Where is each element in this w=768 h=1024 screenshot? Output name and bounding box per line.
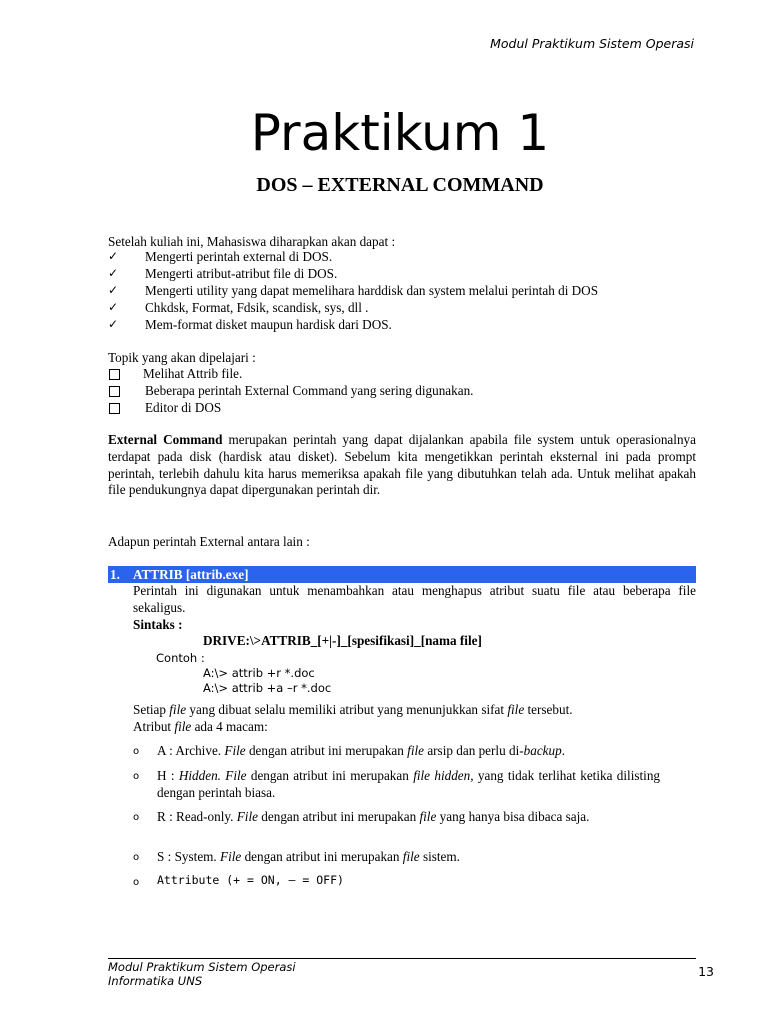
circle-bullet-icon: o	[133, 852, 140, 863]
footer-divider	[108, 958, 696, 959]
objective-item: Chkdsk, Format, Fdsik, scandisk, sys, dll .	[145, 300, 369, 315]
check-icon: ✓	[108, 249, 119, 263]
external-command-paragraph	[108, 432, 696, 499]
topic-item: Melihat Attrib file.	[143, 366, 243, 381]
section-heading-attrib	[108, 566, 696, 583]
check-icon: ✓	[108, 300, 119, 314]
running-header: Modul Praktikum Sistem Operasi	[490, 36, 694, 51]
syntax-line: DRIVE:\>ATTRIB_[+|-]_[spesifikasi]_[nama file]	[203, 633, 482, 648]
checkbox-icon	[109, 369, 120, 380]
objectives-intro: Setelah kuliah ini, Mahasiswa diharapkan akan dapat :	[108, 234, 396, 249]
attribute-intro-line2: Atribut file ada 4 macam:	[133, 719, 268, 734]
page-title: Praktikum 1	[250, 104, 550, 162]
footer-module-title: Modul Praktikum Sistem Operasi	[108, 960, 296, 974]
check-icon: ✓	[108, 266, 119, 280]
section-heading-text: ATTRIB [attrib.exe]	[133, 567, 249, 582]
footer-institution: Informatika UNS	[108, 974, 203, 988]
objective-item: Mengerti utility yang dapat memelihara harddisk dan system melalui perintah di DOS	[145, 283, 599, 298]
checkbox-icon	[109, 386, 120, 397]
syntax-label: Sintaks :	[133, 617, 183, 632]
page-subtitle: DOS – EXTERNAL COMMAND	[256, 174, 544, 196]
circle-bullet-icon: o	[133, 771, 140, 782]
attribute-item-hidden: H : Hidden. File dengan atribut ini merupakan file hidden, yang tidak terlihat ketika dilisting dengan perintah biasa.	[157, 768, 661, 800]
objective-item: Mengerti perintah external di DOS.	[145, 249, 333, 264]
topic-item: Beberapa perintah External Command yang sering digunakan.	[145, 383, 474, 398]
check-icon: ✓	[108, 317, 119, 331]
checkbox-icon	[109, 403, 120, 414]
external-command-term: External Command	[108, 432, 223, 447]
objective-item: Mengerti atribut-atribut file di DOS.	[145, 266, 338, 281]
check-icon: ✓	[108, 283, 119, 297]
circle-bullet-icon: o	[133, 877, 140, 888]
attribute-item-system: S : System. File dengan atribut ini merupakan file sistem.	[157, 849, 460, 864]
attrib-description: Perintah ini digunakan untuk menambahkan atau menghapus atribut suatu file atau beberapa file sekaligus.	[133, 583, 696, 615]
topic-item: Editor di DOS	[145, 400, 222, 415]
attribute-item-archive: A : Archive. File dengan atribut ini merupakan file arsip dan perlu di-backup.	[157, 743, 566, 758]
objective-item: Mem-format disket maupun hardisk dari DOS.	[145, 317, 392, 332]
example-line: A:\> attrib +a –r *.doc	[203, 681, 332, 695]
attribute-intro-line1: Setiap file yang dibuat selalu memiliki atribut yang menunjukkan sifat file tersebut.	[133, 702, 573, 717]
example-label: Contoh :	[156, 651, 205, 665]
example-line: A:\> attrib +r *.doc	[203, 666, 315, 680]
topics-intro: Topik yang akan dipelajari :	[108, 350, 256, 365]
attribute-item-readonly: R : Read-only. File dengan atribut ini merupakan file yang hanya bisa dibaca saja.	[157, 809, 590, 824]
external-list-intro: Adapun perintah External antara lain :	[108, 534, 310, 549]
external-command-body: merupakan perintah yang dapat dijalankan apabila file system untuk operasionalnya terdapat pada disk (hardisk atau disket). Sebelum kita mengetikkan perintah eksternal ini pada prompt perintah, terlebih dahulu kita harus memeriksa apakah file yang dibutuhkan telah ada. Untuk melihat apakah file pendukungnya dapat dipergunakan perintah dir.	[108, 432, 696, 498]
page-number: 13	[698, 964, 714, 979]
attribute-note: Attribute (+ = ON, – = OFF)	[157, 873, 344, 887]
circle-bullet-icon: o	[133, 812, 140, 823]
circle-bullet-icon: o	[133, 746, 140, 757]
section-number: 1.	[110, 567, 120, 582]
